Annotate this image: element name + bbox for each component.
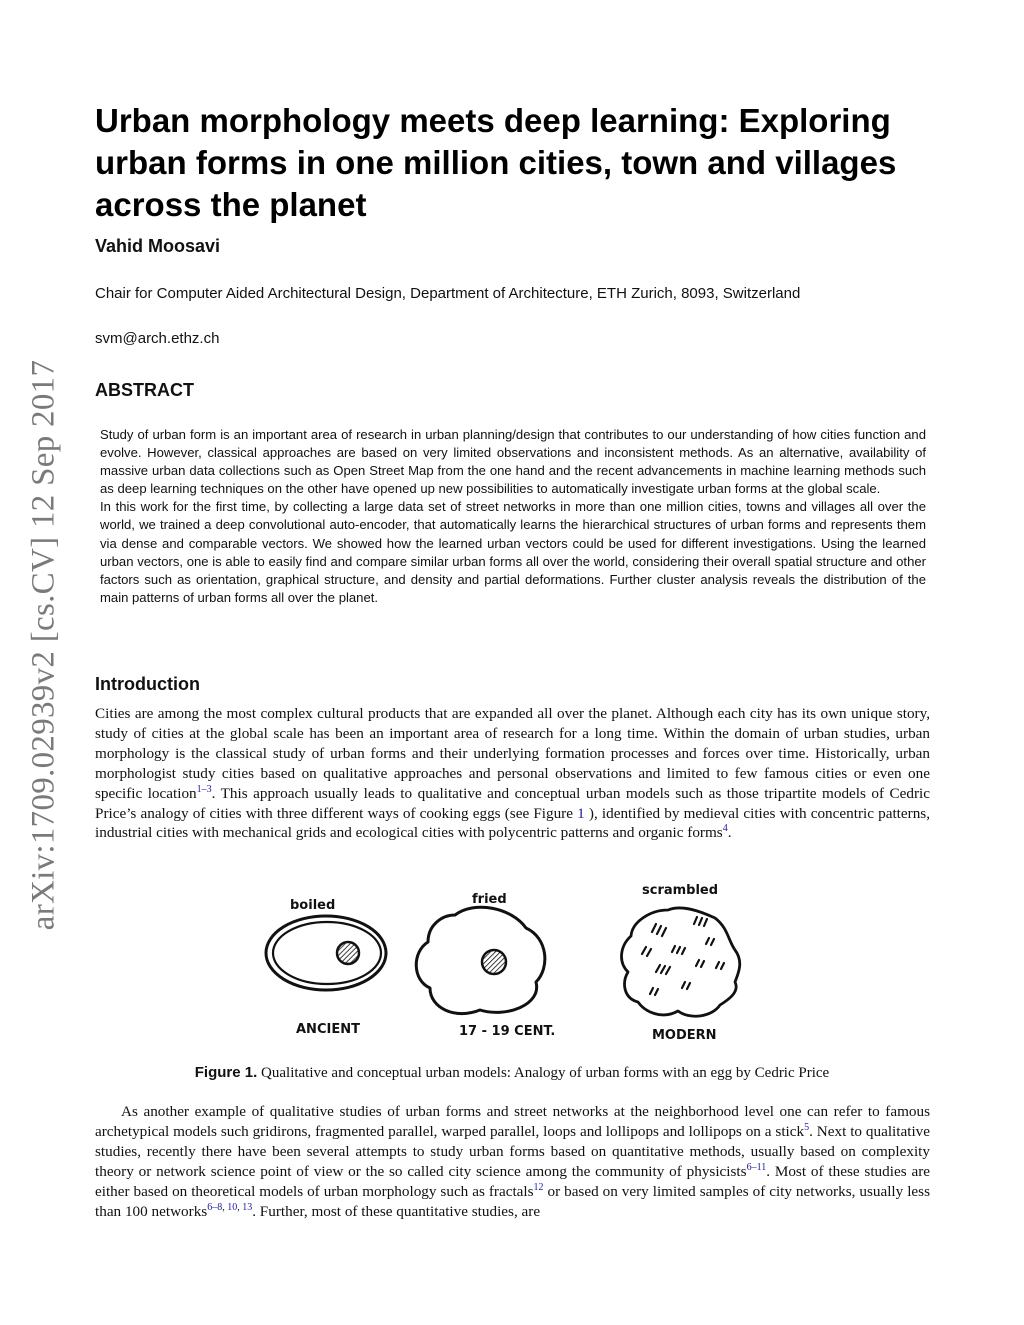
author-affiliation: Chair for Computer Aided Architectural Design, Department of Architecture, ETH Zurich, 8093, Switzerland [95, 285, 801, 302]
para2-part-1: As another example of qualitative studies of urban forms and street networks at the neighborhood level one can refer to famous archetypical models such gridirons, fragmented parallel, warped parallel, loops and lollipops and lollipops on a stick [95, 1103, 930, 1140]
abstract-paragraph-1: Study of urban form is an important area of research in urban planning/design that contributes to our understanding of how cities function and evolve. However, classical approaches are based on very limited observations and inconsistent methods. As an alternative, availability of massive urban data collections such as Open Street Map from the one hand and the recent advancements in machine learning methods such as deep learning techniques on the other have opened up new possibilities to automatically investigate urban forms at the global scale. [100, 427, 926, 497]
citation-link[interactable]: 10 [227, 1201, 238, 1213]
citation-link[interactable]: 1–3 [196, 783, 212, 795]
intro-text-part-2: . This approach usually leads to qualitative and conceptual urban models such as those tripartite models of Cedric Price’s analogy of cities with three different ways of cooking eggs (see Figure [95, 784, 931, 822]
fried-label: fried [472, 892, 507, 907]
figure-caption-text: Qualitative and conceptual urban models: Analogy of urban forms with an egg by Cedric Price [261, 1065, 830, 1081]
author-name: Vahid Moosavi [95, 236, 221, 256]
boiled-label: boiled [290, 898, 336, 913]
century-label: 17 - 19 CENT. [459, 1024, 556, 1039]
para2-part-3: . Most of these studies are either based on theoretical models of urban morphology such as fractals [95, 1163, 930, 1200]
arxiv-identifier-stamp: arXiv:1709.02939v2 [cs.CV] 12 Sep 2017 [25, 359, 62, 931]
citation-separator: , [237, 1201, 243, 1213]
introduction-paragraph [95, 704, 930, 843]
figure-caption [0, 1064, 1024, 1082]
scrambled-egg-sketch [622, 908, 740, 1016]
intro-text-part-4: . [727, 824, 732, 842]
fried-egg-sketch [416, 907, 545, 1013]
introduction-heading: Introduction [95, 674, 200, 694]
citation-link[interactable]: 6–11 [746, 1161, 767, 1173]
figure-1-egg-sketches [250, 870, 780, 1050]
citation-link[interactable]: 5 [804, 1121, 810, 1133]
body-paragraph-2 [95, 1102, 930, 1222]
modern-label: MODERN [652, 1028, 717, 1043]
para2-part-4: or based on very limited samples of city networks, usually less than 100 networks [95, 1183, 930, 1220]
intro-text-part-3: ), identified by medieval cities with concentric patterns, industrial cities with mechanical grids and ecological cities with polycentric patterns and organic forms [95, 804, 930, 842]
paper-title: Urban morphology meets deep learning: Exploring urban forms in one million cities, town and villages across the planet [95, 102, 897, 223]
abstract-paragraph-2: In this work for the first time, by collecting a large data set of street networks in more than one million cities, towns and villages all over the world, we trained a deep convolutional auto-encoder, that automatically learns the hierarchical structures of urban forms and represents them via dense and comparable vectors. We showed how the learned urban vectors could be used for different investigations. Using the learned urban vectors, one is able to easily find and compare similar urban forms all over the world, considering their overall spatial structure and other factors such as orientation, graphical structure, and density and partial deformations. Further cluster analysis reveals the distribution of the main patterns of urban forms all over the planet. [100, 499, 926, 605]
boiled-egg-sketch [266, 916, 386, 990]
abstract-heading: ABSTRACT [95, 380, 194, 400]
para2-part-2: . Next to qualitative studies, recently there have been several attempts to study urban forms based on quantitative methods, usually based on complexity theory or network science point of view or the so called city science among the community of physicists [95, 1123, 931, 1180]
citation-separator: , [222, 1201, 228, 1213]
figure-reference-link[interactable]: 1 [577, 804, 585, 822]
ancient-label: ANCIENT [296, 1022, 360, 1037]
citation-group [207, 1202, 252, 1213]
scrambled-label: scrambled [642, 883, 719, 898]
para2-part-5: . Further, most of these quantitative studies, are [252, 1203, 541, 1220]
citation-link[interactable]: 6–8 [207, 1201, 223, 1213]
abstract-body [100, 426, 926, 607]
figure-caption-label: Figure 1. [194, 1064, 258, 1081]
intro-text-part-1: Cities are among the most complex cultural products that are expanded all over the planet. Although each city has its own unique story, study of cities at the global scale has been an important area of research for a long time. Within the domain of urban studies, urban morphology is the classical study of urban forms and their underlying formation processes and forces over time. Historically, urban morphologist study cities based on qualitative approaches and personal observations and limited to few famous cities or even one specific location [95, 705, 930, 802]
author-email: svm@arch.ethz.ch [95, 330, 220, 347]
citation-link[interactable]: 12 [533, 1181, 544, 1193]
citation-link[interactable]: 4 [722, 823, 728, 835]
citation-link[interactable]: 13 [242, 1201, 253, 1213]
